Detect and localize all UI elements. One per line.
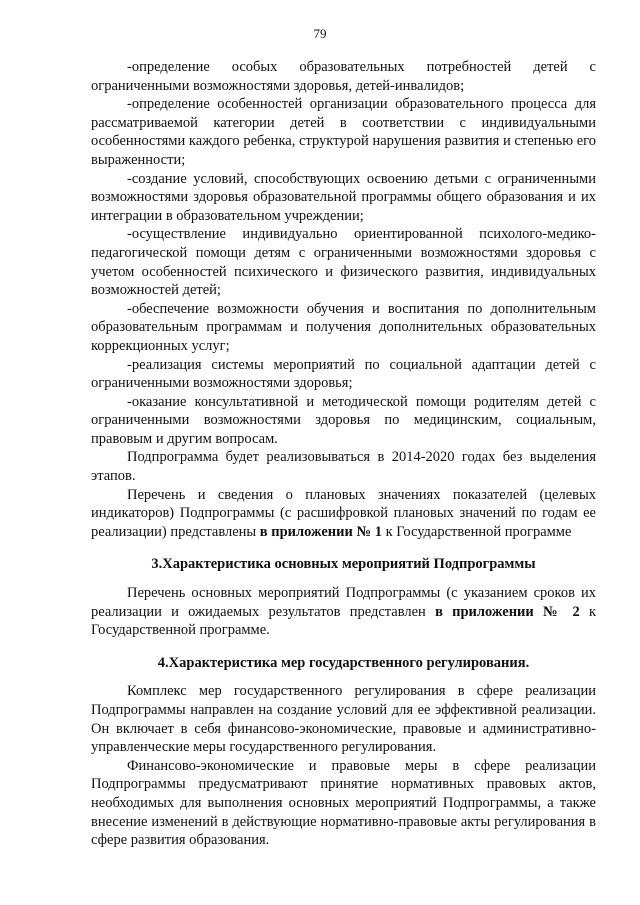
list-item: -определение особенностей организации образовательного процесса для рассматриваемой категории детей в соответствии с индивидуальными особенностями каждого ребенка, структурой нарушения развития и степенью его выраженности; xyxy=(91,96,596,168)
page-content xyxy=(91,58,596,850)
section-3-text: Перечень основных мероприятий Подпрограммы (с указанием сроков их реализации и ожидаемых результатов представлен xyxy=(91,585,596,620)
indicators-text: Перечень и сведения о плановых значениях показателей (целевых индикаторов) Подпрограммы (с расшифровкой плановых значений по годам ее реализации) представлены xyxy=(91,486,596,540)
section-3-heading: 3.Характеристика основных мероприятий Подпрограммы xyxy=(151,556,536,573)
indicators-text-end: к Государственной программе xyxy=(381,523,572,540)
appendix-2-reference: в приложении № 2 xyxy=(435,603,580,620)
indicators-paragraph xyxy=(91,486,596,542)
list-item: -обеспечение возможности обучения и воспитания по дополнительным образовательным программам и получения дополнительных образовательных коррекционных услуг; xyxy=(91,300,596,354)
section-4-paragraph-2: Финансово-экономические и правовые меры в сфере реализации Подпрограммы предусматривают принятие нормативных правовых актов, необходимых для выполнения основных мероприятий Подпрограммы, а также внесение изменений в действующие нормативно-правовые акты регулирования в сфере развития образования. xyxy=(91,757,596,849)
period-paragraph: Подпрограмма будет реализовываться в 2014-2020 годах без выделения этапов. xyxy=(91,449,596,485)
list-item: -оказание консультативной и методической помощи родителям детей с ограниченными возможностями здоровья по медицинским, социальным, правовым и другим вопросам. xyxy=(91,393,596,447)
section-3-paragraph xyxy=(91,584,596,640)
list-item: -осуществление индивидуально ориентированной психолого-медико-педагогической помощи детям с ограниченными возможностями здоровья с учетом особенностей психического и физического развития, индивидуальных возможностей детей; xyxy=(91,226,596,299)
list-item: -создание условий, способствующих освоению детьми с ограниченными возможностями здоровья образовательной программы общего образования и их интеграции в образовательном учреждении; xyxy=(91,170,596,224)
section-4-paragraph-1: Комплекс мер государственного регулирования в сфере реализации Подпрограммы направлен на создание условий для ее эффективной реализации. Он включает в себя финансово-экономические, правовые и административно-управленческие меры государственного регулирования. xyxy=(91,683,596,756)
list-item: -определение особых образовательных потребностей детей с ограниченными возможностями здоровья, детей-инвалидов; xyxy=(91,59,596,94)
list-item: -реализация системы мероприятий по социальной адаптации детей с ограниченными возможностями здоровья; xyxy=(91,356,596,392)
appendix-1-reference: в приложении № 1 xyxy=(259,523,382,540)
section-3-text-end: к Государственной программе. xyxy=(91,603,596,639)
page-number: 79 xyxy=(313,26,327,41)
section-4-heading: 4.Характеристика мер государственного регулирования. xyxy=(157,654,530,671)
